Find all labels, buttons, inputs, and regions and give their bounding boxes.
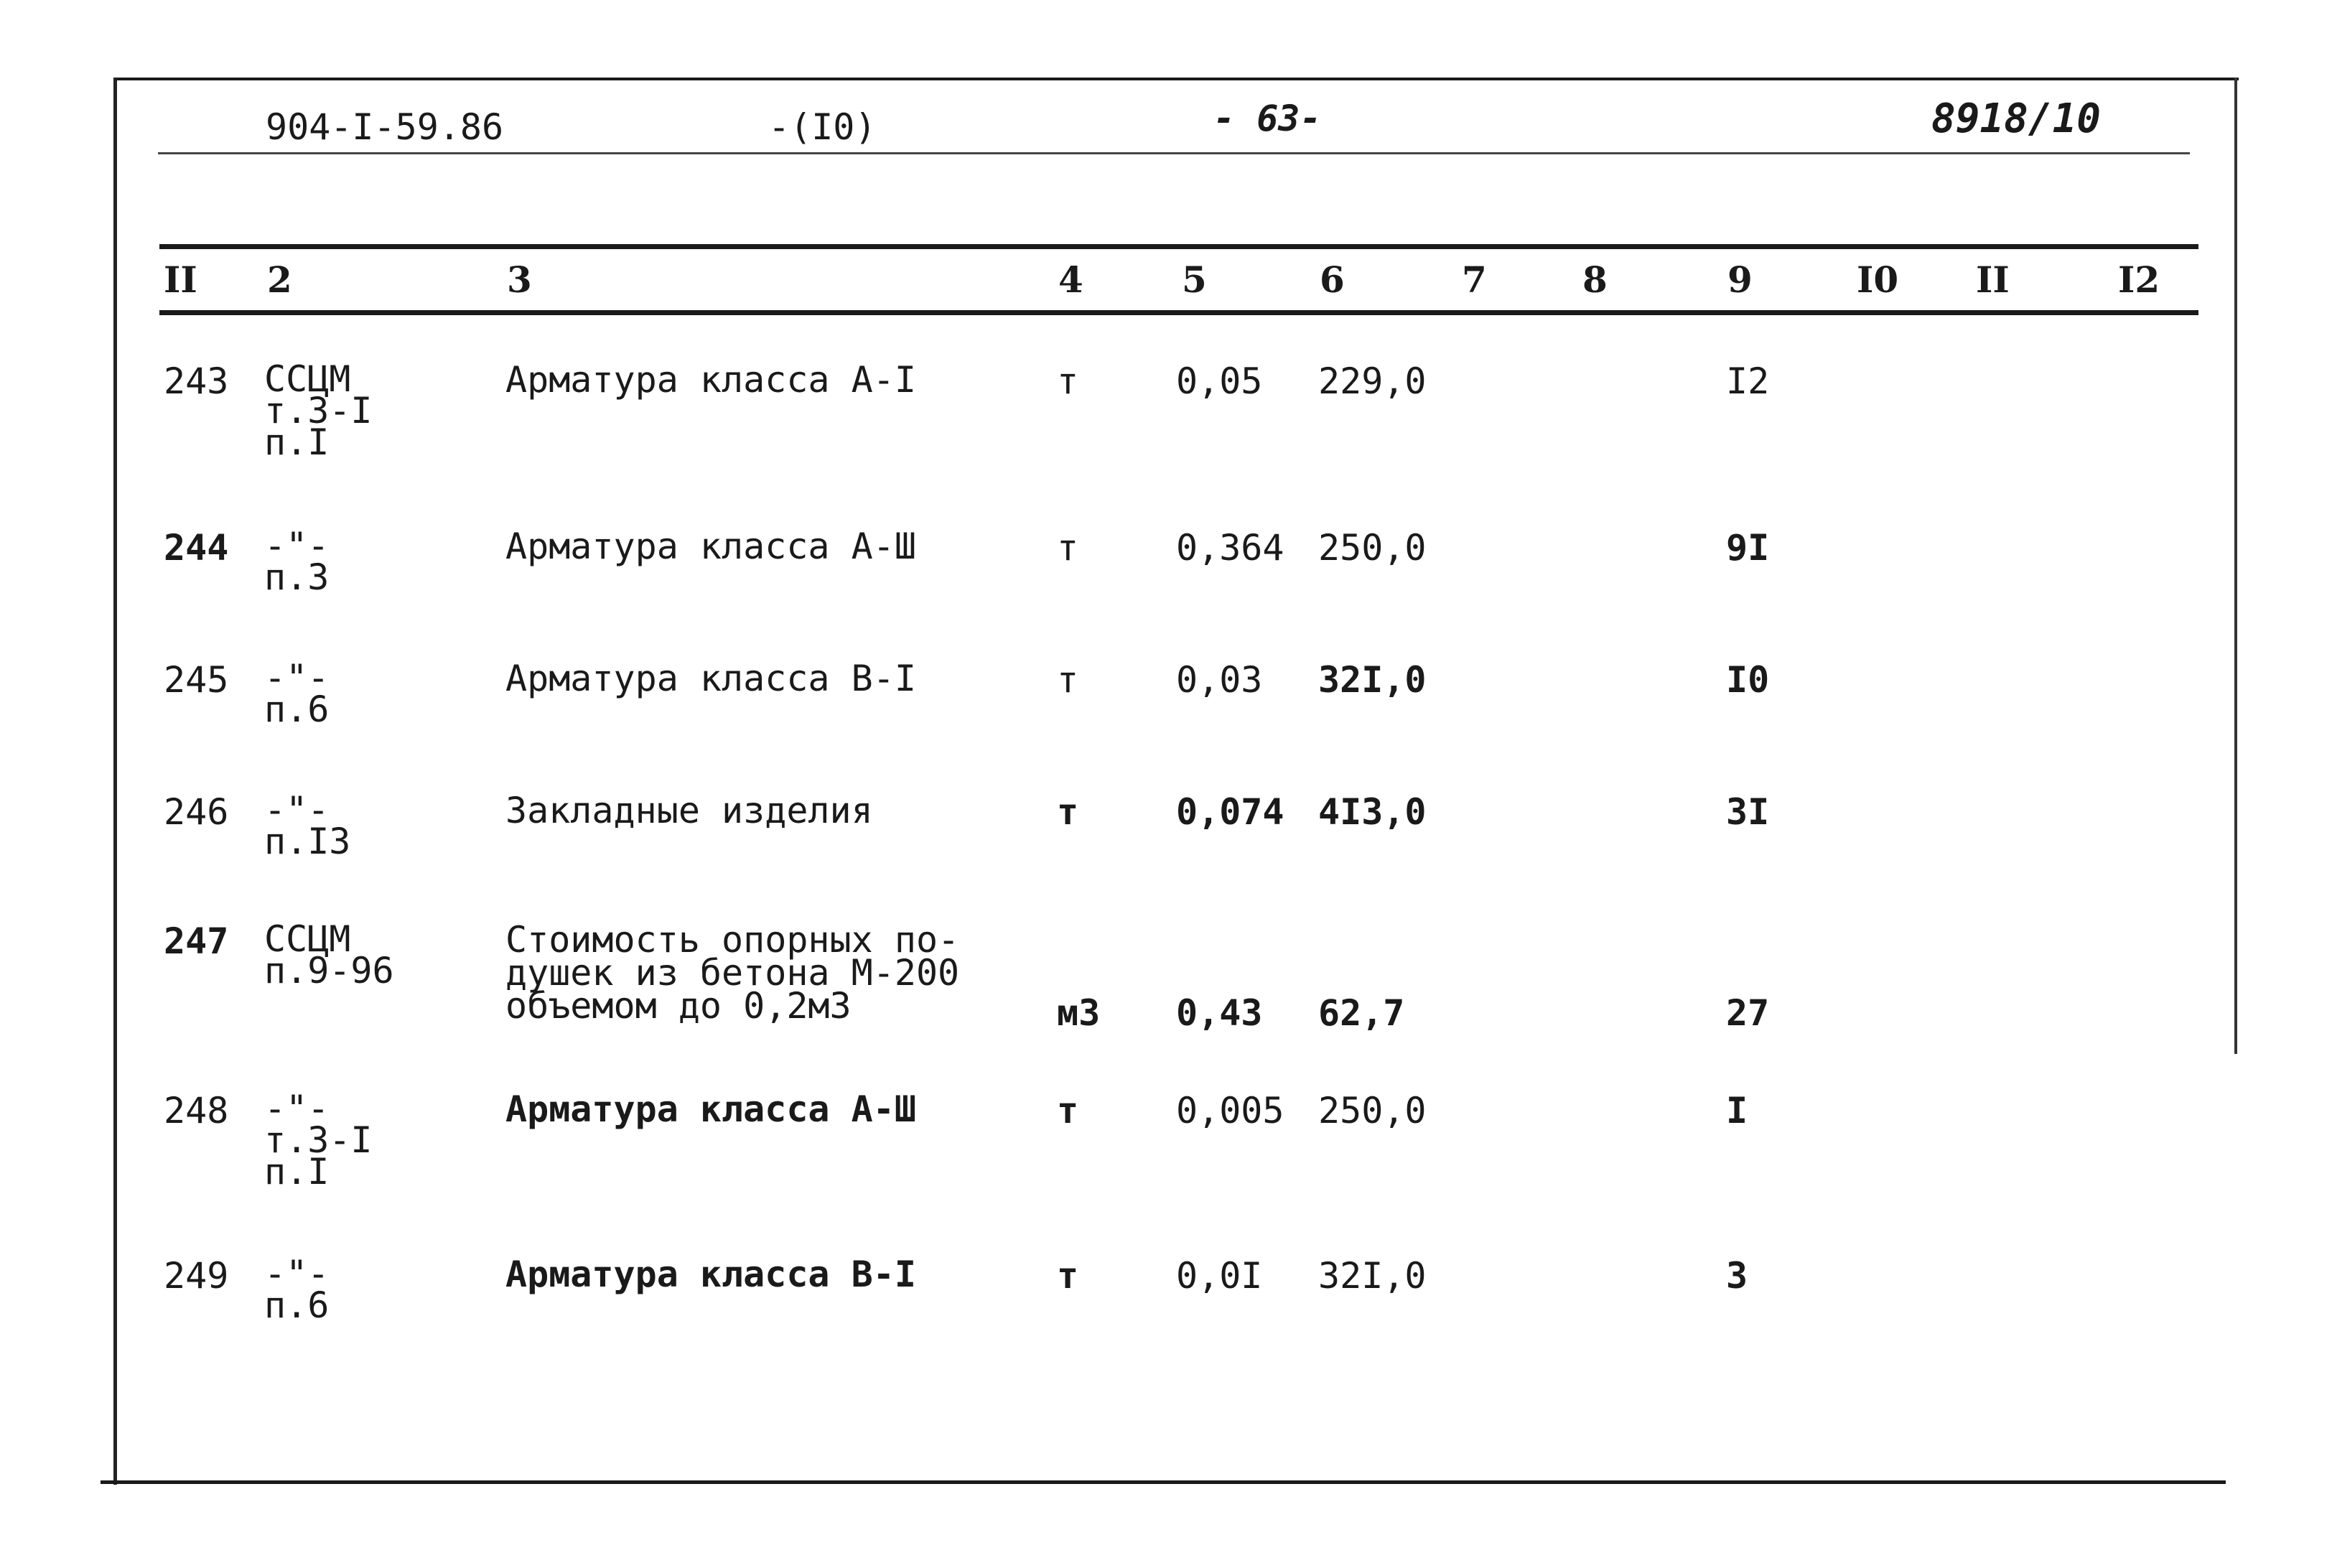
- frame-right-line: [2234, 78, 2237, 1054]
- row-quantity: 0,005: [1176, 1090, 1284, 1131]
- row-name: Арматура класса А-Ш: [505, 1088, 916, 1130]
- column-header: II: [164, 258, 197, 301]
- row-unit: т: [1057, 360, 1079, 402]
- row-number: 244: [164, 527, 229, 569]
- column-header: 6: [1320, 258, 1345, 301]
- row-total: 27: [1726, 992, 1770, 1034]
- table-header-rule: [159, 310, 2198, 315]
- row-name: Арматура класса В-I: [505, 1254, 916, 1295]
- column-header: I0: [1857, 258, 1899, 301]
- row-total: I: [1726, 1090, 1748, 1131]
- row-quantity: 0,0I: [1176, 1255, 1263, 1297]
- row-name: Арматура класса А-Ш: [505, 526, 916, 567]
- row-quantity: 0,364: [1176, 527, 1284, 569]
- row-name: Закладные изделия: [505, 790, 873, 831]
- column-header: 4: [1058, 258, 1083, 301]
- row-number: 245: [164, 659, 229, 701]
- row-price: 4I3,0: [1318, 791, 1427, 833]
- row-total: I0: [1726, 659, 1770, 701]
- row-reference: -"- п.I3: [264, 789, 351, 862]
- row-price: 62,7: [1318, 992, 1405, 1034]
- row-reference: -"- п.6: [264, 1253, 330, 1326]
- row-unit: м3: [1057, 992, 1101, 1034]
- row-unit: т: [1057, 791, 1079, 833]
- row-name: Арматура класса В-I: [505, 658, 916, 699]
- row-number: 246: [164, 791, 229, 833]
- column-header: 2: [267, 258, 292, 301]
- row-number: 248: [164, 1090, 229, 1131]
- frame-left-line: [113, 78, 117, 1485]
- row-name: Стоимость опорных по- душек из бетона М-200 объемом до 0,2м3: [505, 919, 960, 1027]
- inventory-number: 8918/10: [1931, 95, 2102, 142]
- row-number: 247: [164, 920, 229, 962]
- sheet-label: -(I0): [768, 106, 877, 148]
- column-header: 8: [1582, 258, 1608, 301]
- column-header: 7: [1462, 258, 1487, 301]
- frame-top-line: [115, 78, 2239, 80]
- row-total: 3I: [1726, 791, 1770, 833]
- row-number: 249: [164, 1255, 229, 1297]
- row-quantity: 0,03: [1176, 659, 1263, 701]
- header-rule: [158, 152, 2190, 154]
- column-header: I2: [2118, 258, 2160, 301]
- row-reference: -"- п.3: [264, 525, 330, 598]
- page-number: - 63-: [1213, 98, 1322, 139]
- row-reference: ССЦМ т.3-I п.I: [264, 358, 373, 463]
- row-reference: -"- т.3-I п.I: [264, 1088, 373, 1193]
- row-unit: т: [1057, 527, 1079, 569]
- row-unit: т: [1057, 1090, 1079, 1131]
- frame-bottom-line: [101, 1480, 2226, 1484]
- row-name: Арматура класса А-I: [505, 359, 916, 401]
- row-total: 9I: [1726, 527, 1770, 569]
- row-reference: -"- п.6: [264, 657, 330, 730]
- column-header: 3: [507, 258, 532, 301]
- row-price: 32I,0: [1318, 1255, 1427, 1297]
- row-price: 32I,0: [1318, 659, 1427, 701]
- column-header: 5: [1182, 258, 1207, 301]
- column-header: II: [1976, 258, 2010, 301]
- row-unit: т: [1057, 1255, 1079, 1297]
- row-unit: т: [1057, 659, 1079, 701]
- column-header: 9: [1727, 258, 1753, 301]
- row-total: 3: [1726, 1255, 1748, 1297]
- document-number: 904-I-59.86: [266, 106, 504, 148]
- row-price: 250,0: [1318, 527, 1427, 569]
- row-price: 250,0: [1318, 1090, 1427, 1131]
- row-quantity: 0,074: [1176, 791, 1284, 833]
- row-reference: ССЦМ п.9-96: [264, 918, 394, 991]
- row-quantity: 0,05: [1176, 360, 1263, 402]
- row-total: I2: [1726, 360, 1770, 402]
- table-top-rule: [159, 244, 2198, 249]
- row-quantity: 0,43: [1176, 992, 1263, 1034]
- row-price: 229,0: [1318, 360, 1427, 402]
- row-number: 243: [164, 360, 229, 402]
